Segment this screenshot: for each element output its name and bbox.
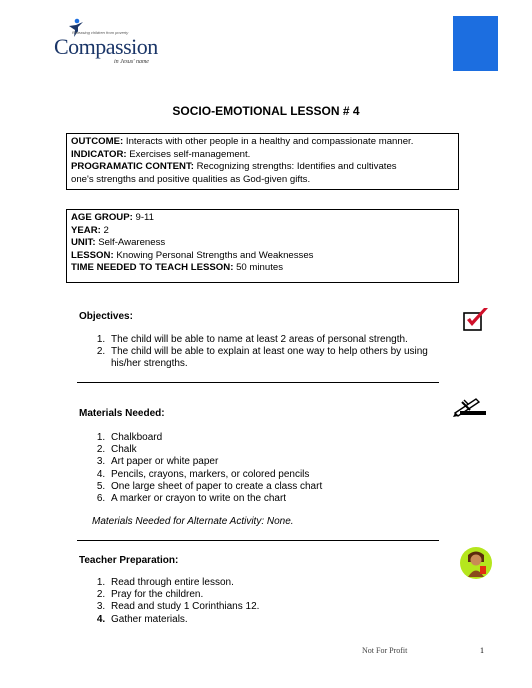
page-number: 1: [480, 646, 484, 655]
age-line: [71, 212, 454, 225]
materials-heading: Materials Needed:: [79, 408, 165, 419]
logo-wordmark: Compassion: [54, 34, 158, 59]
list-item: 1. The child will be able to name at least 2 areas of personal strength.: [108, 334, 458, 346]
outcome-box: [66, 133, 459, 190]
content-line-2: [71, 174, 454, 187]
objectives-heading: Objectives:: [79, 311, 133, 322]
content-label: PROGRAMATIC CONTENT:: [71, 161, 194, 173]
list-item: 1. Read through entire lesson.: [108, 577, 438, 589]
unit-line: [71, 237, 454, 250]
checkbox-check-icon: [462, 306, 490, 332]
list-item: 5. One large sheet of paper to create a class chart: [108, 481, 438, 493]
list-item: 4. Pencils, crayons, markers, or colored pencils: [108, 469, 438, 481]
lesson-value: Knowing Personal Strengths and Weaknesses: [116, 249, 314, 261]
time-label: TIME NEEDED TO TEACH LESSON:: [71, 262, 234, 274]
preparation-list: [78, 577, 438, 626]
content-line: [71, 161, 454, 174]
list-item: 2. The child will be able to explain at least one way to help others by using his/her strengths.: [108, 346, 458, 370]
content-text-1: Recognizing strengths: Identifies and cultivates: [196, 161, 397, 173]
section-divider: [77, 382, 439, 383]
logo-subtitle: in Jesus' name: [114, 59, 149, 65]
lesson-label: LESSON:: [71, 249, 114, 261]
year-value: 2: [103, 224, 109, 236]
content-text-2: one's strengths and positive qualities as God-given gifts.: [71, 173, 311, 185]
section-divider: [77, 540, 439, 541]
age-label: AGE GROUP:: [71, 212, 133, 223]
outcome-text: Interacts with other people in a healthy and compassionate manner.: [125, 136, 414, 147]
lesson-title: SOCIO-EMOTIONAL LESSON # 4: [172, 104, 360, 118]
indicator-label: INDICATOR:: [71, 148, 127, 160]
unit-label: UNIT:: [71, 237, 96, 249]
list-item: 3. Read and study 1 Corinthians 12.: [108, 601, 438, 613]
brand-color-block: [453, 16, 498, 71]
year-label: YEAR:: [71, 224, 101, 236]
lesson-info-box: [66, 209, 459, 283]
pencil-ruler-icon: [452, 396, 488, 418]
lesson-line: [71, 250, 454, 263]
indicator-line: [71, 149, 454, 162]
outcome-label: OUTCOME:: [71, 136, 124, 147]
logo-tagline: Releasing children from poverty: [72, 30, 129, 35]
list-item: 1. Chalkboard: [108, 432, 438, 444]
materials-list: [78, 432, 438, 505]
age-value: 9-11: [135, 212, 155, 223]
indicator-text: Exercises self-management.: [129, 148, 251, 160]
time-line: [71, 262, 454, 275]
footer-note: Not For Profit: [362, 646, 408, 655]
list-item: 2. Chalk: [108, 444, 438, 456]
list-item: 2. Pray for the children.: [108, 589, 438, 601]
year-line: [71, 225, 454, 238]
list-item: 6. A marker or crayon to write on the chart: [108, 493, 438, 505]
list-item-text: Gather materials.: [111, 613, 188, 625]
preparation-heading: Teacher Preparation:: [79, 555, 179, 566]
compassion-logo: [52, 22, 164, 68]
teacher-icon: [459, 546, 493, 580]
outcome-line: [71, 136, 454, 149]
unit-value: Self-Awareness: [98, 237, 166, 249]
time-value: 50 minutes: [236, 262, 284, 274]
list-item: 3. Art paper or white paper: [108, 456, 438, 468]
alternate-materials-note: Materials Needed for Alternate Activity: None.: [92, 516, 294, 527]
objectives-list: [78, 334, 458, 371]
list-item: [108, 614, 438, 626]
